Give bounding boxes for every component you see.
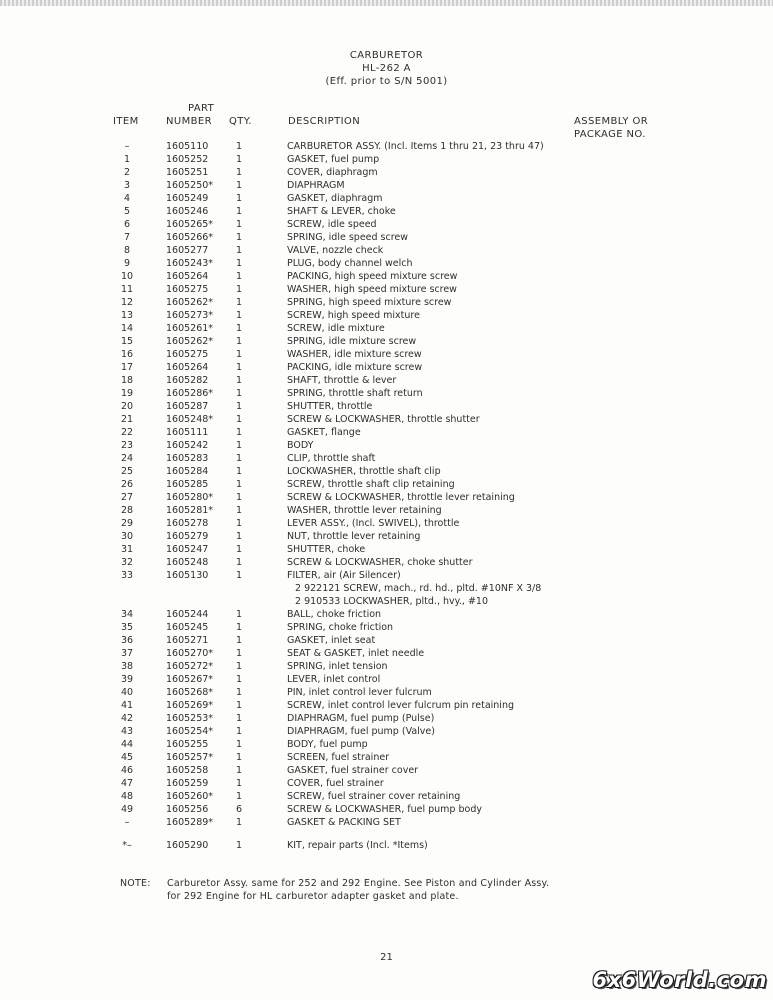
qty-cell: 1 — [235, 648, 243, 659]
description-cell: PACKING, idle mixture screw — [287, 362, 423, 373]
description-cell: WASHER, throttle lever retaining — [287, 505, 442, 516]
part-number-cell: 1605252 — [166, 154, 209, 165]
part-number-cell: 1605265* — [166, 219, 214, 230]
description-cell: LOCKWASHER, throttle shaft clip — [287, 466, 441, 477]
qty-cell: 1 — [235, 414, 243, 425]
item-cell: 30 — [120, 531, 134, 542]
part-number-cell: 1605110 — [166, 141, 209, 152]
part-number-cell: 1605277 — [166, 245, 209, 256]
item-cell: 1 — [123, 154, 131, 165]
part-number-cell: 1605282 — [166, 375, 209, 386]
item-cell: 26 — [120, 479, 134, 490]
part-number-cell: 1605250* — [166, 180, 214, 191]
part-number-cell: 1605287 — [166, 401, 209, 412]
qty-cell: 1 — [235, 232, 243, 243]
table-row — [0, 790, 773, 803]
description-cell: SPRING, high speed mixture screw — [287, 297, 452, 308]
qty-cell: 1 — [235, 336, 243, 347]
item-cell: 38 — [120, 661, 134, 672]
table-row — [0, 816, 773, 829]
description-cell: SCREW, throttle shaft clip retaining — [287, 479, 455, 490]
description-cell: LEVER, inlet control — [287, 674, 381, 685]
table-row — [0, 530, 773, 543]
part-number-cell: 1605267* — [166, 674, 214, 685]
table-row — [0, 634, 773, 647]
item-cell: 13 — [120, 310, 134, 321]
table-row — [0, 686, 773, 699]
qty-cell: 1 — [235, 687, 243, 698]
table-row — [0, 140, 773, 153]
table-row — [0, 673, 773, 686]
item-cell: *– — [122, 840, 132, 851]
item-cell: 16 — [120, 349, 134, 360]
qty-cell: 1 — [235, 752, 243, 763]
part-number-cell: 1605283 — [166, 453, 209, 464]
note-label: NOTE: — [120, 878, 151, 889]
qty-cell: 1 — [235, 713, 243, 724]
part-number-cell: 1605251 — [166, 167, 209, 178]
item-cell: 44 — [120, 739, 134, 750]
description-cell: SCREEN, fuel strainer — [287, 752, 390, 763]
table-row — [0, 556, 773, 569]
table-row — [0, 400, 773, 413]
item-cell: 22 — [120, 427, 134, 438]
item-cell: 47 — [120, 778, 134, 789]
qty-cell: 1 — [235, 375, 243, 386]
qty-cell: 1 — [235, 219, 243, 230]
description-cell: GASKET, fuel strainer cover — [287, 765, 419, 776]
table-row — [0, 205, 773, 218]
qty-cell: 1 — [235, 349, 243, 360]
part-number-cell: 1605242 — [166, 440, 209, 451]
table-row — [0, 699, 773, 712]
part-number-cell: 1605248 — [166, 557, 209, 568]
description-cell: BODY — [287, 440, 314, 451]
part-number-cell: 1605247 — [166, 544, 209, 555]
table-row — [0, 309, 773, 322]
qty-cell: 1 — [235, 778, 243, 789]
table-row — [0, 322, 773, 335]
description-cell: SEAT & GASKET, inlet needle — [287, 648, 425, 659]
part-number-cell: 1605273* — [166, 310, 214, 321]
part-number-cell: 1605280* — [166, 492, 214, 503]
part-number-cell: 1605254* — [166, 726, 214, 737]
part-number-cell: 1605256 — [166, 804, 209, 815]
scan-top-edge — [0, 0, 773, 6]
table-row — [0, 543, 773, 556]
description-cell: SPRING, idle mixture screw — [287, 336, 417, 347]
part-number-cell: 1605281* — [166, 505, 214, 516]
qty-cell: 1 — [235, 388, 243, 399]
table-row — [0, 764, 773, 777]
column-header-package: PACKAGE NO. — [574, 129, 646, 140]
item-cell: 20 — [120, 401, 134, 412]
item-cell: 49 — [120, 804, 134, 815]
qty-cell: 1 — [235, 609, 243, 620]
description-cell: NUT, throttle lever retaining — [287, 531, 421, 542]
qty-cell: 1 — [235, 245, 243, 256]
part-number-cell: 1605285 — [166, 479, 209, 490]
item-cell: 28 — [120, 505, 134, 516]
table-row — [0, 257, 773, 270]
description-cell: FILTER, air (Air Silencer) — [287, 570, 401, 581]
part-number-cell: 1605266* — [166, 232, 214, 243]
description-cell: SHUTTER, choke — [287, 544, 366, 555]
part-number-cell: 1605270* — [166, 648, 214, 659]
effectivity-note: (Eff. prior to S/N 5001) — [325, 76, 448, 87]
item-cell: 40 — [120, 687, 134, 698]
description-cell: BALL, choke friction — [287, 609, 382, 620]
description-cell: PIN, inlet control lever fulcrum — [287, 687, 432, 698]
description-cell: SCREW & LOCKWASHER, fuel pump body — [287, 804, 482, 815]
item-cell: 23 — [120, 440, 134, 451]
table-row — [0, 192, 773, 205]
description-cell: SHAFT, throttle & lever — [287, 375, 397, 386]
description-cell: CLIP, throttle shaft — [287, 453, 376, 464]
description-cell: VALVE, nozzle check — [287, 245, 384, 256]
qty-cell: 1 — [235, 791, 243, 802]
part-number-cell: 1605262* — [166, 336, 214, 347]
table-row — [0, 491, 773, 504]
description-cell: SHUTTER, throttle — [287, 401, 373, 412]
table-row — [0, 166, 773, 179]
description-cell: SCREW, fuel strainer cover retaining — [287, 791, 461, 802]
part-number-cell: 1605264 — [166, 271, 209, 282]
table-row — [0, 452, 773, 465]
table-row — [0, 387, 773, 400]
part-number-cell: 1605284 — [166, 466, 209, 477]
item-cell: 25 — [120, 466, 134, 477]
table-row — [0, 218, 773, 231]
item-cell: 33 — [120, 570, 134, 581]
hardware-subitem: 2 910533 LOCKWASHER, pltd., hvy., #10 — [295, 596, 488, 607]
qty-cell: 1 — [235, 557, 243, 568]
item-cell: 36 — [120, 635, 134, 646]
part-number-cell: 1605245 — [166, 622, 209, 633]
item-cell: 46 — [120, 765, 134, 776]
qty-cell: 1 — [235, 427, 243, 438]
qty-cell: 1 — [235, 466, 243, 477]
description-cell: GASKET, diaphragm — [287, 193, 383, 204]
part-number-cell: 1605244 — [166, 609, 209, 620]
qty-cell: 1 — [235, 310, 243, 321]
part-number-cell: 1605264 — [166, 362, 209, 373]
item-cell: 27 — [120, 492, 134, 503]
item-cell: 9 — [123, 258, 131, 269]
qty-cell: 1 — [235, 154, 243, 165]
part-number-cell: 1605130 — [166, 570, 209, 581]
item-cell: 41 — [120, 700, 134, 711]
item-cell: 35 — [120, 622, 134, 633]
table-row — [0, 595, 773, 608]
description-cell: GASKET, flange — [287, 427, 361, 438]
table-row — [0, 660, 773, 673]
part-number-cell: 1605262* — [166, 297, 214, 308]
description-cell: BODY, fuel pump — [287, 739, 368, 750]
part-number-cell: 1605111 — [166, 427, 209, 438]
item-cell: 4 — [123, 193, 131, 204]
item-cell: 43 — [120, 726, 134, 737]
qty-cell: 1 — [235, 297, 243, 308]
table-row — [0, 621, 773, 634]
description-cell: DIAPHRAGM, fuel pump (Pulse) — [287, 713, 435, 724]
note-line-2: for 292 Engine for HL carburetor adapter gasket and plate. — [167, 891, 459, 902]
item-cell: 48 — [120, 791, 134, 802]
qty-cell: 1 — [235, 258, 243, 269]
qty-cell: 1 — [235, 323, 243, 334]
description-cell: SCREW, idle mixture — [287, 323, 385, 334]
model-number: HL-262 A — [362, 63, 411, 74]
description-cell: WASHER, high speed mixture screw — [287, 284, 457, 295]
item-cell: 34 — [120, 609, 134, 620]
part-number-cell: 1605269* — [166, 700, 214, 711]
note-line-1: Carburetor Assy. same for 252 and 292 Engine. See Piston and Cylinder Assy. — [167, 878, 550, 889]
qty-cell: 1 — [235, 622, 243, 633]
item-cell: 10 — [120, 271, 134, 282]
table-row — [0, 504, 773, 517]
item-cell: 15 — [120, 336, 134, 347]
description-cell: SCREW, idle speed — [287, 219, 377, 230]
description-cell: GASKET & PACKING SET — [287, 817, 401, 828]
description-cell: LEVER ASSY., (Incl. SWIVEL), throttle — [287, 518, 460, 529]
qty-cell: 1 — [235, 206, 243, 217]
description-cell: SPRING, idle speed screw — [287, 232, 409, 243]
description-cell: GASKET, inlet seat — [287, 635, 376, 646]
table-row — [0, 582, 773, 595]
description-cell: SPRING, choke friction — [287, 622, 394, 633]
table-row — [0, 153, 773, 166]
description-cell: SPRING, inlet tension — [287, 661, 388, 672]
table-row — [0, 608, 773, 621]
qty-cell: 1 — [235, 362, 243, 373]
part-number-cell: 1605258 — [166, 765, 209, 776]
description-cell: DIAPHRAGM, fuel pump (Valve) — [287, 726, 435, 737]
table-row — [0, 777, 773, 790]
table-row — [0, 439, 773, 452]
table-row — [0, 725, 773, 738]
watermark-logo: 6x6World.com — [592, 968, 767, 992]
description-cell: GASKET, fuel pump — [287, 154, 380, 165]
table-row — [0, 517, 773, 530]
item-cell: 18 — [120, 375, 134, 386]
part-number-cell: 1605243* — [166, 258, 214, 269]
qty-cell: 1 — [235, 284, 243, 295]
column-header-description: DESCRIPTION — [288, 116, 361, 127]
part-number-cell: 1605259 — [166, 778, 209, 789]
column-header-qty: QTY. — [229, 116, 252, 127]
table-row — [0, 465, 773, 478]
table-row — [0, 296, 773, 309]
column-header-assembly: ASSEMBLY OR — [574, 116, 649, 127]
table-row — [0, 231, 773, 244]
qty-cell: 6 — [235, 804, 243, 815]
part-number-cell: 1605261* — [166, 323, 214, 334]
qty-cell: 1 — [235, 440, 243, 451]
description-cell: SCREW, high speed mixture — [287, 310, 420, 321]
column-header-part: PART — [188, 103, 215, 114]
part-number-cell: 1605289* — [166, 817, 214, 828]
table-row — [0, 244, 773, 257]
qty-cell: 1 — [235, 167, 243, 178]
qty-cell: 1 — [235, 518, 243, 529]
item-cell: 11 — [120, 284, 134, 295]
item-cell: 42 — [120, 713, 134, 724]
description-cell: SCREW & LOCKWASHER, throttle lever retaining — [287, 492, 515, 503]
qty-cell: 1 — [235, 570, 243, 581]
table-row — [0, 478, 773, 491]
description-cell: CARBURETOR ASSY. (Incl. Items 1 thru 21, 23 thru 47) — [287, 141, 544, 152]
table-row — [0, 270, 773, 283]
item-cell: 29 — [120, 518, 134, 529]
qty-cell: 1 — [235, 492, 243, 503]
table-row — [0, 751, 773, 764]
column-header-number: NUMBER — [166, 116, 212, 127]
item-cell: 24 — [120, 453, 134, 464]
qty-cell: 1 — [235, 180, 243, 191]
column-header-item: ITEM — [113, 116, 139, 127]
part-number-cell: 1605255 — [166, 739, 209, 750]
table-row — [0, 569, 773, 582]
item-cell: 31 — [120, 544, 134, 555]
qty-cell: 1 — [235, 635, 243, 646]
qty-cell: 1 — [235, 505, 243, 516]
table-row — [0, 179, 773, 192]
part-number-cell: 1605290 — [166, 840, 209, 851]
table-row — [0, 413, 773, 426]
description-cell: SHAFT & LEVER, choke — [287, 206, 396, 217]
description-cell: SCREW & LOCKWASHER, throttle shutter — [287, 414, 480, 425]
qty-cell: 1 — [235, 817, 243, 828]
table-row — [0, 361, 773, 374]
qty-cell: 1 — [235, 765, 243, 776]
description-cell: SCREW & LOCKWASHER, choke shutter — [287, 557, 473, 568]
qty-cell: 1 — [235, 531, 243, 542]
qty-cell: 1 — [235, 739, 243, 750]
item-cell: – — [124, 817, 130, 828]
qty-cell: 1 — [235, 193, 243, 204]
description-cell: COVER, fuel strainer — [287, 778, 384, 789]
qty-cell: 1 — [235, 726, 243, 737]
qty-cell: 1 — [235, 271, 243, 282]
table-row — [0, 647, 773, 660]
qty-cell: 1 — [235, 544, 243, 555]
part-number-cell: 1605272* — [166, 661, 214, 672]
description-cell: SCREW, inlet control lever fulcrum pin retaining — [287, 700, 514, 711]
item-cell: 7 — [123, 232, 131, 243]
description-cell: PLUG, body channel welch — [287, 258, 413, 269]
table-row — [0, 335, 773, 348]
table-row — [0, 803, 773, 816]
item-cell: 19 — [120, 388, 134, 399]
table-row — [0, 283, 773, 296]
table-row — [0, 426, 773, 439]
table-row — [0, 839, 773, 852]
part-number-cell: 1605278 — [166, 518, 209, 529]
hardware-subitem: 2 922121 SCREW, mach., rd. hd., pltd. #10NF X 3/8 — [295, 583, 542, 594]
item-cell: 14 — [120, 323, 134, 334]
part-number-cell: 1605286* — [166, 388, 214, 399]
item-cell: 32 — [120, 557, 134, 568]
item-cell: 2 — [123, 167, 131, 178]
page-number: 21 — [380, 952, 393, 963]
part-number-cell: 1605275 — [166, 349, 209, 360]
qty-cell: 1 — [235, 674, 243, 685]
qty-cell: 1 — [235, 453, 243, 464]
table-row — [0, 738, 773, 751]
item-cell: 5 — [123, 206, 131, 217]
qty-cell: 1 — [235, 479, 243, 490]
item-cell: 3 — [123, 180, 131, 191]
qty-cell: 1 — [235, 700, 243, 711]
table-row — [0, 348, 773, 361]
item-cell: 17 — [120, 362, 134, 373]
description-cell: WASHER, idle mixture screw — [287, 349, 422, 360]
description-cell: PACKING, high speed mixture screw — [287, 271, 458, 282]
table-row — [0, 712, 773, 725]
item-cell: 21 — [120, 414, 134, 425]
item-cell: 37 — [120, 648, 134, 659]
qty-cell: 1 — [235, 401, 243, 412]
item-cell: 12 — [120, 297, 134, 308]
item-cell: 39 — [120, 674, 134, 685]
part-number-cell: 1605271 — [166, 635, 209, 646]
qty-cell: 1 — [235, 840, 243, 851]
part-number-cell: 1605275 — [166, 284, 209, 295]
item-cell: 8 — [123, 245, 131, 256]
qty-cell: 1 — [235, 661, 243, 672]
item-cell: 45 — [120, 752, 134, 763]
qty-cell: 1 — [235, 141, 243, 152]
part-number-cell: 1605279 — [166, 531, 209, 542]
part-number-cell: 1605260* — [166, 791, 214, 802]
description-cell: KIT, repair parts (Incl. *Items) — [287, 840, 428, 851]
part-number-cell: 1605248* — [166, 414, 214, 425]
table-row — [0, 374, 773, 387]
page-title: CARBURETOR — [349, 50, 424, 61]
description-cell: COVER, diaphragm — [287, 167, 378, 178]
description-cell: DIAPHRAGM — [287, 180, 345, 191]
part-number-cell: 1605257* — [166, 752, 214, 763]
part-number-cell: 1605246 — [166, 206, 209, 217]
item-cell: – — [124, 141, 130, 152]
part-number-cell: 1605249 — [166, 193, 209, 204]
part-number-cell: 1605253* — [166, 713, 214, 724]
item-cell: 6 — [123, 219, 131, 230]
part-number-cell: 1605268* — [166, 687, 214, 698]
description-cell: SPRING, throttle shaft return — [287, 388, 423, 399]
